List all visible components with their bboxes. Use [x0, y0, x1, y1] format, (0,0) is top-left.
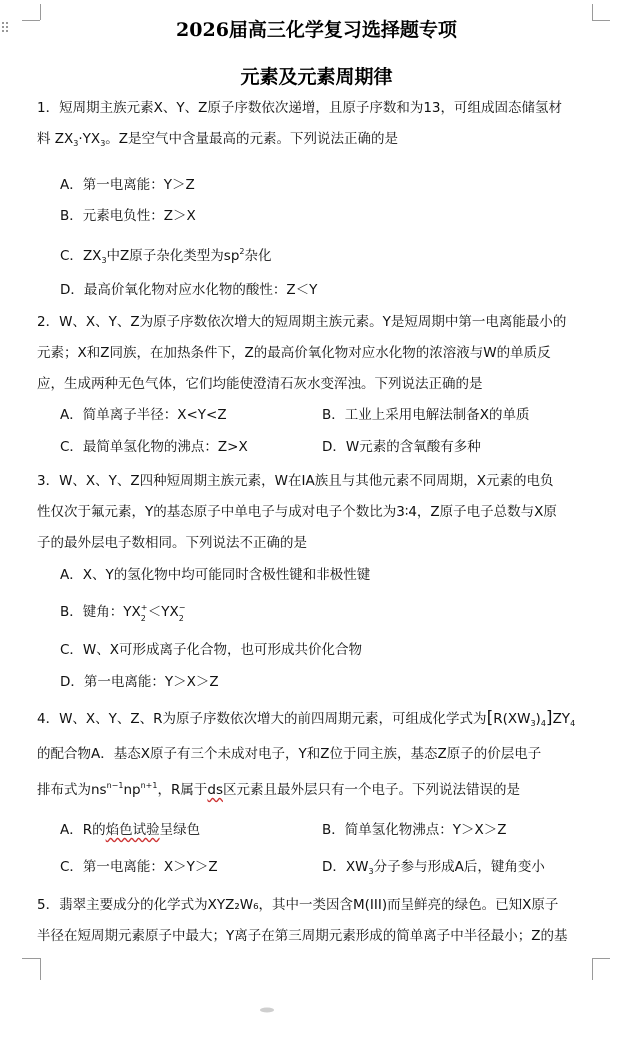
crop-mark-bottom-right-v: [592, 958, 593, 980]
q1-option-b[interactable]: B．元素电负性：Z＞X: [60, 208, 196, 224]
q1-option-a[interactable]: A．第一电离能：Y＞Z: [60, 177, 195, 193]
q1-line-2: 料 $ZX_3\cdot YX_3$。Z是空气中含量最高的元素。下列说法正确的是: [37, 131, 399, 148]
q1-option-d[interactable]: D．最高价氧化物对应水化物的酸性：Z＜Y: [60, 282, 318, 298]
page-subtitle: 元素及元素周期律: [240, 66, 393, 88]
q3-option-c[interactable]: C．W、X可形成离子化合物，也可形成共价化合物: [60, 642, 363, 658]
q3-option-d[interactable]: D．第一电离能：Y＞X＞Z: [60, 674, 219, 690]
q5-line-1: 5．翡翠主要成分的化学式为XYZ₂W₆，其中一类因含M(III)而呈鲜亮的绿色。已知X原子: [37, 897, 559, 913]
q3-line-2: 性仅次于氟元素，Y的基态原子中单电子与成对电子个数比为3∶4，Z原子电子总数与X原: [37, 504, 557, 520]
q2-option-d[interactable]: D．W元素的含氧酸有多种: [322, 439, 481, 455]
page-title: 2026届高三化学复习选择题专项: [176, 19, 457, 41]
crop-mark-bottom-left: [22, 958, 40, 959]
q4-line-1: 4．W、X、Y、Z、R为原子序数依次增大的前四周期元素，可组成化学式为$[R(XW_3)_4]ZY_4$: [37, 708, 576, 728]
q2-option-c[interactable]: C．最简单氢化物的沸点：Z>X: [60, 439, 248, 455]
q2-line-2: 元素；X和Z同族，在加热条件下，Z的最高价氧化物对应水化物的浓溶液与W的单质反: [37, 345, 551, 361]
q4-option-b[interactable]: B．简单氢化物沸点：Y＞X＞Z: [322, 822, 507, 838]
q4-line-2: 的配合物A．基态X原子有三个未成对电子，Y和Z位于同主族，基态Z原子的价层电子: [37, 746, 542, 762]
q1-line-1: 1．短周期主族元素X、Y、Z原子序数依次递增，且原子序数和为13，可组成固态储氢材: [37, 100, 563, 116]
crop-mark-bottom-left-v: [40, 958, 41, 980]
q4-option-a[interactable]: A．R的焰色试验呈绿色: [60, 822, 201, 838]
question-5: [37, 890, 607, 952]
q2-option-b[interactable]: B．工业上采用电解法制备X的单质: [322, 407, 530, 423]
q2-line-3: 应，生成两种无色气体，它们均能使澄清石灰水变浑浊。下列说法正确的是: [37, 376, 483, 392]
q2-line-1: 2．W、X、Y、Z为原子序数依次增大的短周期主族元素。Y是短周期中第一电离能最小的: [37, 314, 567, 330]
page-end-mark-icon: [258, 1006, 276, 1014]
q3-line-1: 3．W、X、Y、Z四种短周期主族元素，W在IA族且与其他元素不同周期，X元素的电负: [37, 473, 554, 489]
q3-option-b[interactable]: B．键角：YX + 2 ＜YX − 2: [60, 603, 186, 623]
q4-option-d[interactable]: D．$XW_3$分子参与形成A后，键角变小: [322, 859, 545, 876]
question-4: [37, 703, 607, 806]
q3-option-a[interactable]: A．X、Y的氢化物中均可能同时含极性键和非极性键: [60, 567, 371, 583]
q4-line-3: 排布式为$ns^{n-1}np^{n+1}$，R属于ds区元素且最外层只有一个电子。下列说法错误的是: [37, 781, 520, 798]
q2-option-a[interactable]: A．简单离子半径：X<Y<Z: [60, 407, 227, 423]
q4-option-c[interactable]: C．第一电离能：X＞Y＞Z: [60, 859, 218, 875]
question-1: [37, 93, 607, 159]
q1-option-c[interactable]: C．$ZX_3$中Z原子杂化类型为$sp^2$杂化: [60, 247, 272, 265]
question-2: [37, 307, 607, 400]
crop-mark-bottom-right: [592, 958, 610, 959]
question-3: [37, 466, 607, 559]
q3-line-3: 子的最外层电子数相同。下列说法不正确的是: [37, 535, 307, 551]
q5-line-2: 半径在短周期元素原子中最大；Y离子在第三周期元素形成的简单离子中半径最小；Z的基: [37, 928, 568, 944]
